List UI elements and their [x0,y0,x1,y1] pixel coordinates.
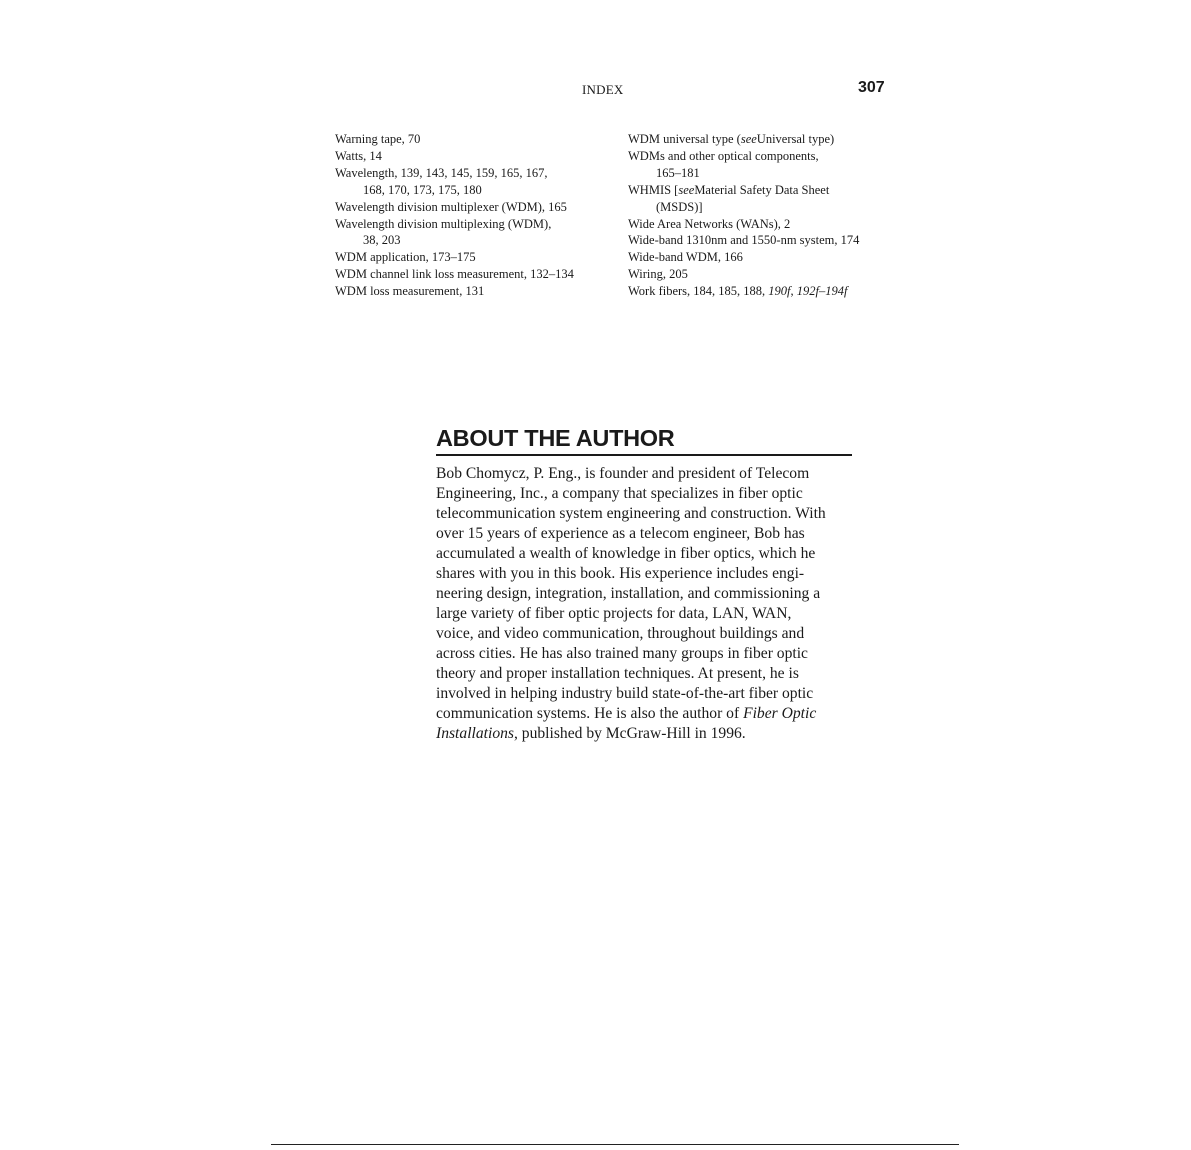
index-entry-continuation: 168, 170, 173, 175, 180 [363,182,482,197]
bio-line: telecommunication system engineering and construction. With [436,505,826,522]
book-title: Installations [436,725,514,742]
index-entry: Wavelength division multiplexing (WDM), [335,216,552,231]
bio-line: over 15 years of experience as a telecom engineer, Bob has [436,525,805,542]
author-bio [436,464,852,744]
see-reference: see [678,182,695,197]
index-entry: WDMs and other optical components, [628,148,819,163]
index-entry: Wavelength, 139, 143, 145, 159, 165, 167, [335,165,548,180]
bio-line: theory and proper installation techniques. At present, he is [436,665,799,682]
figure-reference: 190f [768,284,791,299]
bio-line: involved in helping industry build state-of-the-art fiber optic [436,685,814,702]
index-entry: WDM channel link loss measurement, 132–134 [335,267,574,282]
index-entry [628,283,898,300]
running-head: INDEX [582,82,624,97]
bio-line: across cities. He has also trained many groups in fiber optic [436,645,808,662]
index-entry-continuation: 38, 203 [363,233,401,248]
index-entry [628,182,898,199]
bio-line: Bob Chomycz, P. Eng., is founder and president of Telecom [436,465,810,482]
index-entry: Wide Area Networks (WANs), 2 [628,216,791,231]
index-entry: Warning tape, 70 [335,132,421,146]
about-the-author-section [436,424,852,744]
entry-text: Work fibers, 184, 185, 188, [628,284,769,299]
bio-line: Engineering, Inc., a company that specializes in fiber optic [436,485,803,502]
see-reference: see [740,132,757,146]
page-number: 307 [858,79,885,96]
index-entry: Wide-band 1310nm and 1550-nm system, 174 [628,233,860,248]
bio-line: voice, and video communication, throughout buildings and [436,625,805,642]
index-column-left [335,131,610,300]
index-entry: Watts, 14 [335,148,382,163]
bio-line: neering design, integration, installation, and commissioning a [436,585,821,602]
index-entry: Wavelength division multiplexer (WDM), 165 [335,199,567,214]
figure-reference: 192f–194f [796,284,848,299]
index-entry: Wiring, 205 [628,267,688,282]
index-column-right [628,131,898,300]
about-heading: ABOUT THE AUTHOR [436,424,852,456]
bottom-rule [271,1144,959,1145]
index-entry-continuation: 165–181 [656,165,700,180]
bio-line [436,724,852,744]
bio-text: , published by McGraw-Hill in 1996. [513,725,746,742]
bio-line: accumulated a wealth of knowledge in fiber optics, which he [436,545,816,562]
bio-line [436,704,852,724]
entry-text: Universal type) [756,132,835,146]
index-entry [628,131,898,148]
entry-text: , [790,284,797,299]
bio-text: communication systems. He is also the author of [436,705,744,722]
index-entry-continuation: (MSDS)] [656,199,703,214]
index-entry: Wide-band WDM, 166 [628,250,743,265]
entry-text: WHMIS [ [628,182,679,197]
book-title: Fiber Optic [743,705,817,722]
entry-text: WDM universal type ( [628,132,741,146]
index-entry: WDM application, 173–175 [335,250,476,265]
bio-line: shares with you in this book. His experience includes engi- [436,565,805,582]
entry-text: Material Safety Data Sheet [694,182,830,197]
bio-line: large variety of fiber optic projects for data, LAN, WAN, [436,605,792,622]
index-entry: WDM loss measurement, 131 [335,284,485,299]
